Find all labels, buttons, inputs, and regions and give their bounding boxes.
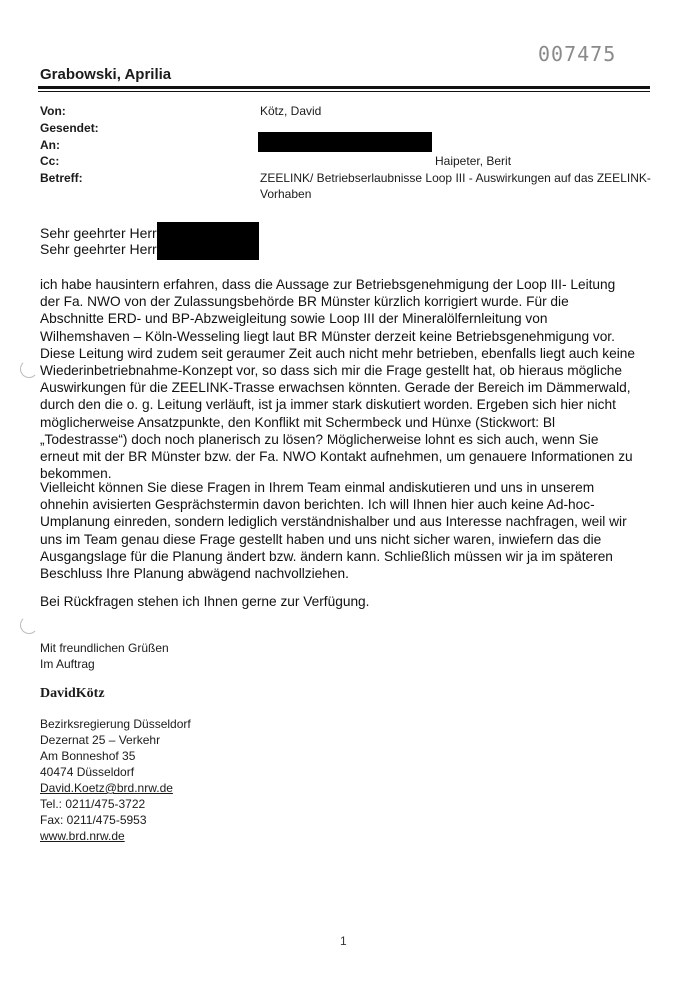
paragraph-line: ohnehin avisierten Gesprächstermin davon berichten. Ich will Ihnen hier auch keine Ad-hoc- — [40, 497, 595, 513]
punch-hole-mark — [20, 616, 38, 634]
contact-telephone: Tel.: 0211/475-3722 — [40, 797, 146, 811]
cc-value: Haipeter, Berit — [435, 154, 512, 168]
paragraph-line: Bei Rückfragen stehen ich Ihnen gerne zur Verfügung. — [40, 594, 370, 609]
contact-email-link[interactable]: David.Koetz@brd.nrw.de — [40, 781, 173, 795]
paragraph-line: Diese Leitung wird zudem seit geraumer Zeit auch nicht mehr betrieben, ebenfalls liegt auch keine — [40, 345, 635, 361]
contact-street: Am Bonneshof 35 — [40, 749, 136, 763]
subject-line-2: Vorhaben — [260, 187, 312, 201]
paragraph-line: durch den die o. g. Leitung verläuft, ist ja immer stark diskutiert worden. Ergeben sich hier nicht — [40, 397, 616, 413]
paragraph-line: Beschluss Ihre Planung abwägend nachvollziehen. — [40, 566, 349, 582]
paragraph-line: erneut mit der BR Münster bzw. der Fa. NWO Kontakt aufnehmen, um genauere Informationen zu — [40, 449, 633, 465]
paragraph-line: Ausgangslage für die Planung ändert bzw. ändern kann. Schließlich müssen wir ja im späteren — [40, 548, 613, 564]
header-rule-thick — [38, 86, 650, 89]
contact-organization: Bezirksregierung Düsseldorf — [40, 717, 191, 731]
to-label: An: — [40, 138, 60, 152]
subject-label: Betreff: — [40, 171, 83, 185]
paragraph-line: Auswirkungen für die ZEELINK-Trasse erwachsen könnten. Gerade der Bereich im Dämmerwald, — [40, 380, 631, 396]
closing-on-behalf: Im Auftrag — [40, 657, 95, 671]
redacted-recipient — [258, 132, 432, 152]
paragraph-line: bekommen. — [40, 466, 112, 482]
paragraph-line: ich habe hausintern erfahren, dass die Aussage zur Betriebsgenehmigung der Loop III- Leitung — [40, 277, 616, 292]
paragraph-line: Wiederinbetriebnahme-Konzept vor, so dass sich mir die Frage gestellt hat, ob hieraus mögliche — [40, 363, 623, 379]
redacted-name-2 — [157, 240, 259, 260]
contact-city: 40474 Düsseldorf — [40, 765, 135, 779]
paragraph-1 — [40, 276, 660, 482]
contact-website-link[interactable]: www.brd.nrw.de — [40, 829, 125, 843]
salutation-2: Sehr geehrter Herr — [40, 241, 157, 257]
cc-label: Cc: — [40, 154, 60, 168]
header-rule-thin — [38, 91, 650, 92]
contact-fax: Fax: 0211/475-5953 — [40, 813, 147, 827]
closing-greeting: Mit freundlichen Grüßen — [40, 641, 169, 655]
paragraph-line: der Fa. NWO von der Zulassungsbehörde BR Münster kürzlich korrigiert wurde. Für die — [40, 294, 569, 310]
contact-block — [40, 716, 191, 844]
from-label: Von: — [40, 104, 66, 118]
page-number: 1 — [340, 934, 347, 948]
paragraph-line: Wilhemshaven – Köln-Wesseling liegt laut BR Münster derzeit keine Betriebsgenehmigung vor. — [40, 328, 615, 344]
paragraph-line: uns im Team genau diese Frage gestellt haben und uns nicht sicher waren, inwiefern das die — [40, 531, 602, 547]
paragraph-line: möglicherweise Ansatzpunkte, den Konflikt mit Schermbeck und Hünxe (Stickwort: Bl — [40, 414, 556, 430]
from-value: Kötz, David — [260, 104, 322, 118]
paragraph-3 — [40, 593, 660, 610]
paragraph-line: „Todestrasse“) doch noch planerisch zu lösen? Möglicherweise lohnt es sich auch, wenn Sie — [40, 431, 599, 447]
punch-hole-mark — [20, 360, 38, 378]
redacted-name-1 — [157, 222, 259, 242]
contact-department: Dezernat 25 – Verkehr — [40, 733, 161, 747]
signature-name: DavidKötz — [40, 686, 105, 701]
document-stamp-number: 007475 — [538, 42, 617, 66]
paragraph-2 — [40, 479, 660, 582]
salutation-1: Sehr geehrter Herr — [40, 225, 157, 241]
sent-label: Gesendet: — [40, 121, 99, 135]
paragraph-line: Umplanung einreden, sondern lediglich verständnishalber und aus Interesse nachfragen, weil wir — [40, 514, 627, 530]
paragraph-line: Abschnitte ERD- und BP-Abzweigleitung sowie Loop III der Mineralölfernleitung von — [40, 311, 548, 327]
subject-line-1: ZEELINK/ Betriebserlaubnisse Loop III - Auswirkungen auf das ZEELINK- — [260, 171, 651, 185]
paragraph-line: Vielleicht können Sie diese Fragen in Ihrem Team einmal andiskutieren und uns in unserem — [40, 480, 595, 495]
mailbox-owner-name: Grabowski, Aprilia — [40, 66, 172, 83]
